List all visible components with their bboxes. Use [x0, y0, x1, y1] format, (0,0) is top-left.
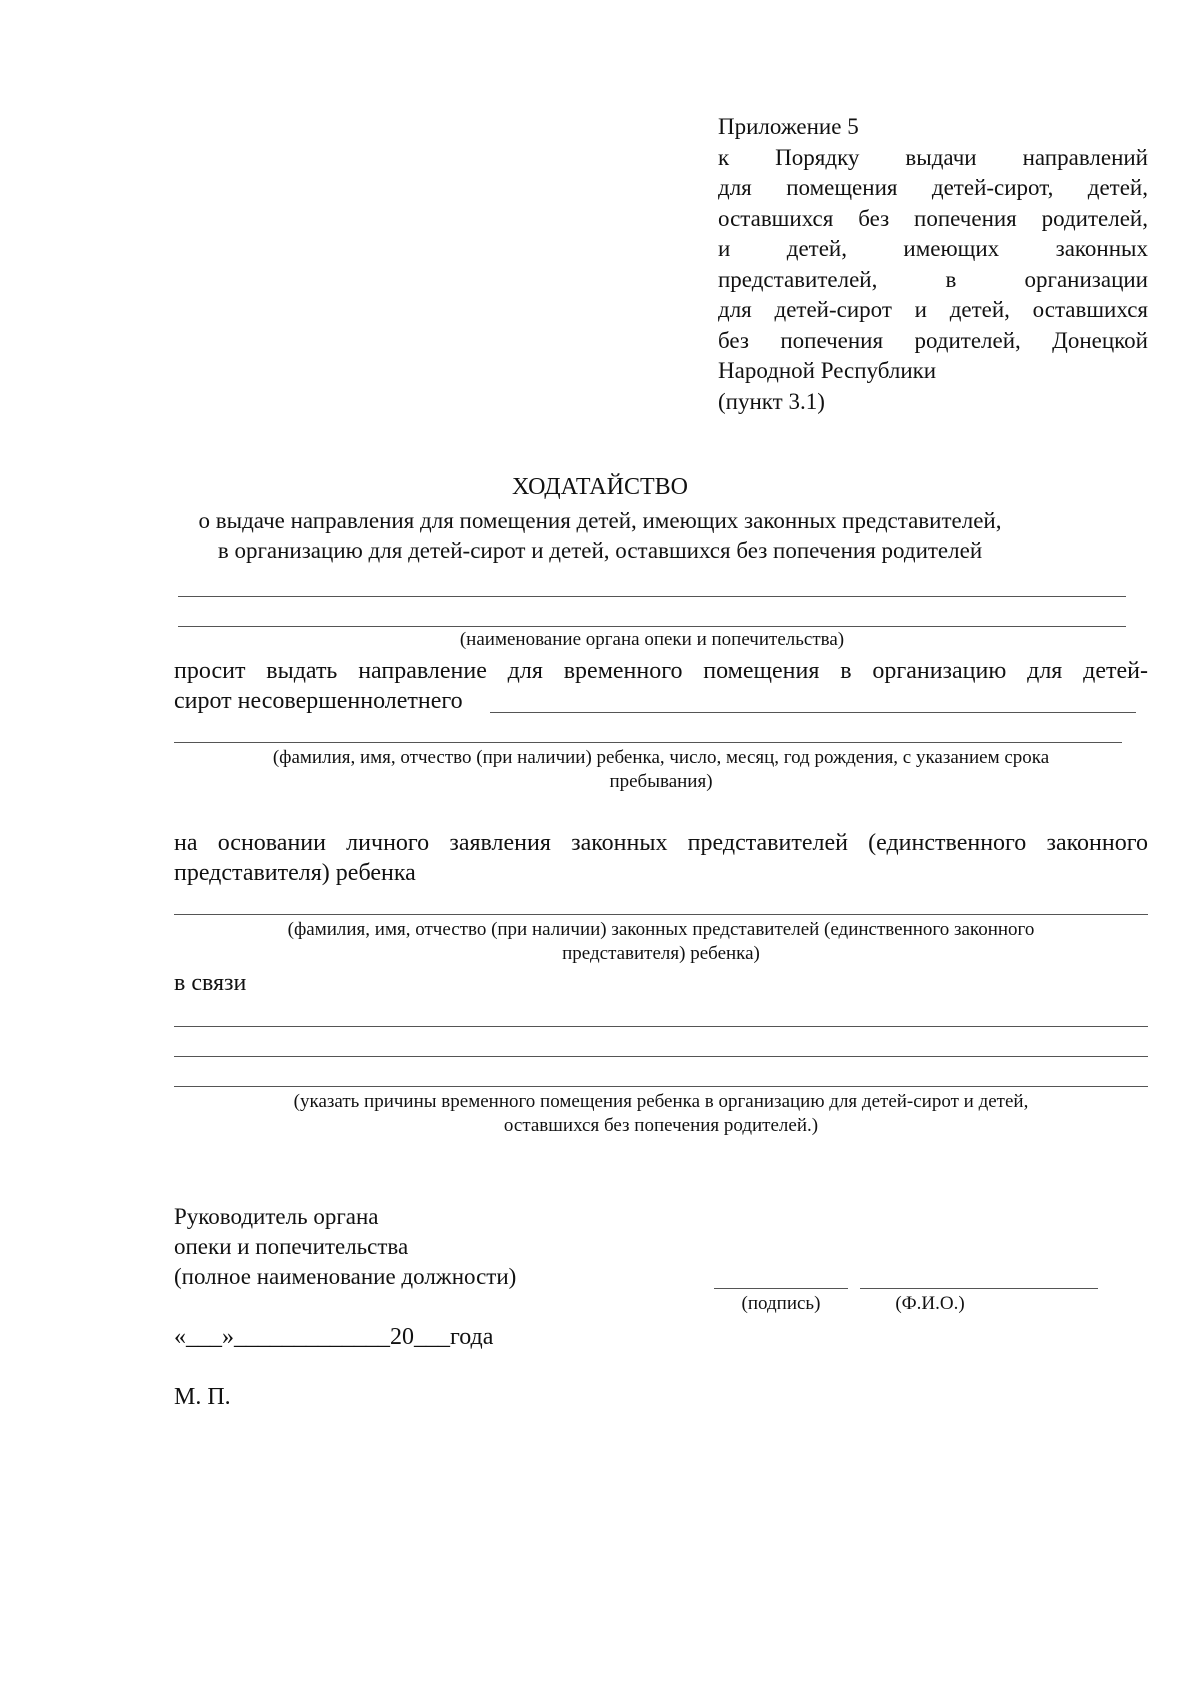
- basis-text-line2: представителя) ребенка: [174, 860, 416, 886]
- caption-line: (фамилия, имя, отчество (при наличии) ребенка, число, месяц, год рождения, с указанием срока: [272, 747, 1050, 768]
- minor-name-field[interactable]: [490, 712, 1136, 713]
- in-connection-label: в связи: [174, 970, 247, 996]
- date-line: «___»_____________20___года: [174, 1324, 494, 1350]
- subtitle-line: о выдаче направления для помещения детей, имеющих законных представителей,: [198, 508, 1002, 533]
- signatory-position: (полное наименование должности): [174, 1264, 517, 1289]
- appendix-line: для детей-сирот и детей, оставшихся: [718, 297, 1148, 322]
- appendix-clause: (пункт 3.1): [718, 388, 825, 414]
- representatives-caption: [174, 918, 1148, 966]
- appendix-line: представителей, в организации: [718, 266, 1148, 292]
- caption-line: пребывания): [609, 771, 713, 792]
- stamp-place: М. П.: [174, 1384, 231, 1410]
- reasons-field[interactable]: [174, 1086, 1148, 1087]
- appendix-line: оставшихся без попечения родителей,: [718, 205, 1148, 231]
- appendix-line: для помещения детей-сирот, детей,: [718, 175, 1148, 200]
- caption-line: представителя) ребенка): [562, 943, 760, 964]
- appendix-line: Народной Республики: [718, 358, 937, 383]
- appendix-line: к Порядку выдачи направлений: [718, 144, 1148, 170]
- document-title: ХОДАТАЙСТВО: [512, 474, 688, 500]
- representatives-field[interactable]: [174, 914, 1148, 915]
- reasons-caption: [174, 1090, 1148, 1138]
- subtitle-line: в организацию для детей-сирот и детей, оставшихся без попечения родителей: [217, 538, 983, 563]
- fio-field[interactable]: [860, 1288, 1098, 1289]
- request-text-line1: просит выдать направление для временного помещения в организацию для детей-: [174, 658, 1148, 684]
- signatory-line: Руководитель органа: [174, 1204, 379, 1229]
- caption-line: (фамилия, имя, отчество (при наличии) законных представителей (единственного законного: [287, 919, 1035, 940]
- request-text-line2: сирот несовершеннолетнего: [174, 688, 463, 714]
- fio-caption: (Ф.И.О.): [895, 1293, 965, 1314]
- caption-line: оставшихся без попечения родителей.): [503, 1115, 819, 1136]
- document-subtitle: [0, 506, 1200, 566]
- signature-field[interactable]: [714, 1288, 848, 1289]
- basis-text-line1: на основании личного заявления законных представителей (единственного законного: [174, 830, 1148, 856]
- caption-line: (указать причины временного помещения ребенка в организацию для детей-сирот и детей,: [293, 1091, 1029, 1112]
- guardianship-body-caption: (наименование органа опеки и попечительства): [459, 629, 845, 650]
- child-info-caption: [174, 746, 1148, 794]
- reasons-field[interactable]: [174, 1026, 1148, 1027]
- appendix-number: Приложение 5: [718, 114, 859, 139]
- signatory-title: [174, 1202, 516, 1292]
- appendix-line: и детей, имеющих законных: [718, 236, 1148, 261]
- signature-caption: (подпись): [741, 1293, 821, 1314]
- reasons-field[interactable]: [174, 1056, 1148, 1057]
- child-info-field[interactable]: [174, 742, 1122, 743]
- guardianship-body-field[interactable]: [178, 596, 1126, 597]
- appendix-line: без попечения родителей, Донецкой: [718, 327, 1148, 353]
- guardianship-body-field[interactable]: [178, 626, 1126, 627]
- appendix-header: [718, 112, 1148, 417]
- signatory-line: опеки и попечительства: [174, 1234, 409, 1259]
